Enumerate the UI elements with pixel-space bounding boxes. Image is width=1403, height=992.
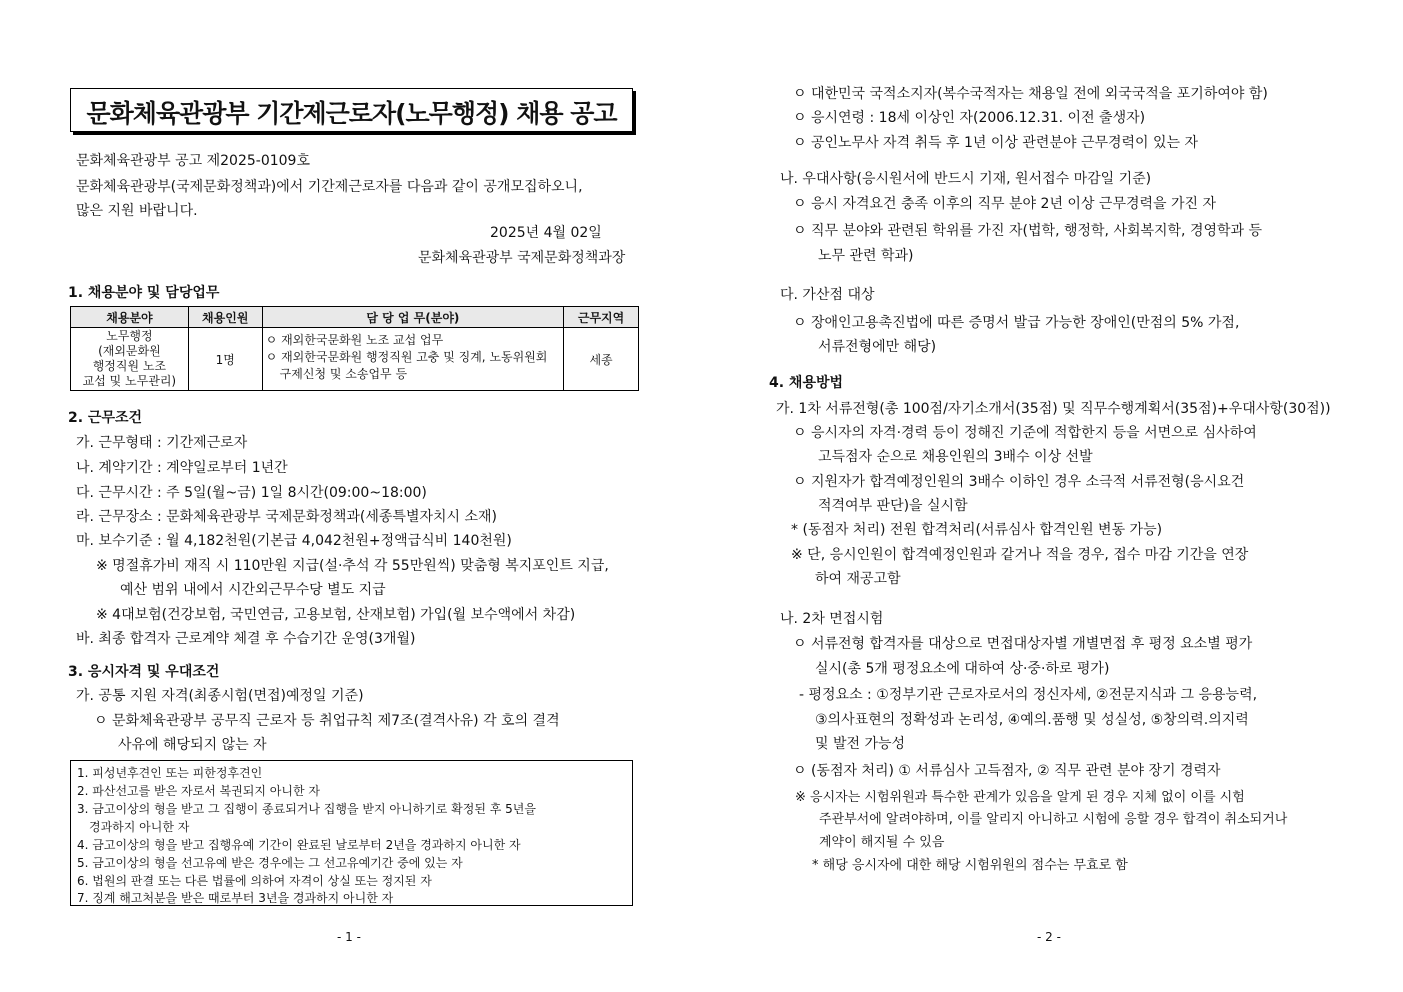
screening-1: ㅇ 응시자의 자격·경력 등이 정해진 기준에 적합한지 등을 서면으로 심사하여 [793, 425, 1257, 441]
evaluation-criteria: - 평정요소 : ①정부기관 근로자로서의 정신자세, ②전문지식과 그 응용능력, [799, 687, 1258, 703]
relation-note-c: 계약이 해지될 수 있음 [819, 835, 945, 850]
table-header: 담 당 업 무(분야) [262, 307, 563, 328]
table-row [71, 328, 639, 391]
preference-1: ㅇ 응시 자격요건 충족 이후의 직무 분야 2년 이상 근무경력을 가진 자 [793, 196, 1217, 212]
page-number-1: - 1 - [337, 930, 361, 944]
bonus-heading: 다. 가산점 대상 [780, 287, 875, 303]
screening-1b: 고득점자 순으로 채용인원의 3배수 이상 선발 [818, 449, 1093, 465]
box-line: 4. 금고이상의 형을 받고 집행유예 기간이 완료된 날로부터 2년을 경과하지 아니한 자 [77, 838, 521, 852]
screening-2b: 적격여부 판단)을 실시함 [818, 498, 968, 514]
probation: 바. 최종 합격자 근로계약 체결 후 수습기간 운영(3개월) [76, 631, 416, 647]
box-line: 1. 피성년후견인 또는 피한정후견인 [77, 766, 263, 780]
notice-title-box [70, 88, 633, 132]
duty-line: ㅇ 재외한국문화원 노조 교섭 업무 [265, 333, 444, 347]
box-line: 경과하지 아니한 자 [89, 820, 190, 834]
intro-line-2: 많은 지원 바랍니다. [76, 203, 198, 219]
field-line: 행정직원 노조 [92, 359, 167, 373]
salary-note-1: ※ 명절휴가비 재직 시 110만원 지급(설·추석 각 55만원씩) 맞춤형 복지포인트 지급, [96, 558, 609, 574]
bonus-1: ㅇ 장애인고용촉진법에 따른 증명서 발급 가능한 장애인(만점의 5% 가점, [793, 315, 1240, 331]
work-type: 가. 근무형태 : 기간제근로자 [76, 435, 248, 451]
preference-2: ㅇ 직무 분야와 관련된 학위를 가진 자(법학, 행정학, 사회복지학, 경영학과 등 [793, 223, 1263, 239]
interview-heading: 나. 2차 면접시험 [780, 611, 884, 627]
disqualification-rule-2: 사유에 해당되지 않는 자 [118, 737, 267, 753]
notice-number: 문화체육관광부 공고 제2025-0109호 [76, 153, 310, 169]
relation-note-b: 주관부서에 알려야하며, 이를 알리지 아니하고 시험에 응할 경우 합격이 취소되거나 [819, 812, 1288, 827]
screening-2: ㅇ 지원자가 합격예정인원의 3배수 이하인 경우 소극적 서류전형(응시요건 [793, 474, 1245, 490]
table-header: 근무지역 [564, 307, 639, 328]
evaluation-criteria-b: ③의사표현의 정확성과 논리성, ④예의.품행 및 성실성, ⑤창의력.의지력 [815, 712, 1249, 728]
section-1-heading: 1. 채용분야 및 담당업무 [68, 285, 220, 301]
section-3-heading: 3. 응시자격 및 우대조건 [68, 664, 220, 680]
recruit-table [70, 306, 639, 391]
evaluation-criteria-c: 및 발전 가능성 [815, 736, 906, 752]
count-cell: 1명 [188, 328, 262, 391]
work-hours: 다. 근무시간 : 주 5일(월~금) 1일 8시간(09:00~18:00) [76, 485, 427, 501]
table-header: 채용분야 [71, 307, 189, 328]
table-header: 채용인원 [188, 307, 262, 328]
location-cell: 세종 [564, 328, 639, 391]
qual-age: ㅇ 응시연령 : 18세 이상인 자(2006.12.31. 이전 출생자) [793, 110, 1146, 126]
interview-1b: 실시(총 5개 평정요소에 대하여 상·중·하로 평가) [815, 661, 1110, 677]
field-line: 교섭 및 노무관리) [82, 374, 177, 388]
table-header-row [71, 307, 639, 328]
intro-line-1: 문화체육관광부(국제문화정책과)에서 기간제근로자를 다음과 같이 공개모집하오니, [76, 179, 583, 195]
box-line: 2. 파산선고를 받은 자로서 복권되지 아니한 자 [77, 784, 320, 798]
interview-1: ㅇ 서류전형 합격자를 대상으로 면접대상자별 개별면접 후 평정 요소별 평가 [793, 636, 1253, 652]
disqualification-rule-1: ㅇ 문화체육관광부 공무직 근로자 등 취업규칙 제7조(결격사유) 각 호의 결격 [94, 713, 560, 729]
notice-title: 문화체육관광부 기간제근로자(노무행정) 채용 공고 [86, 99, 617, 128]
box-line: 7. 징계 해고처분을 받은 때로부터 3년을 경과하지 아니한 자 [77, 891, 394, 905]
section-2-heading: 2. 근무조건 [68, 410, 143, 426]
box-line: 3. 금고이상의 형을 받고 그 집행이 종료되거나 집행을 받지 아니하기로 확정된 후 5년을 [77, 802, 536, 816]
notice-date: 2025년 4월 02일 [490, 225, 602, 241]
field-cell [71, 328, 189, 391]
disqualification-box [70, 760, 633, 906]
document-screening: 가. 1차 서류전형(총 100점/자기소개서(35점) 및 직무수행계획서(35점)+우대사항(30점)) [776, 401, 1331, 417]
screening-tie: * (동점자 처리) 전원 합격처리(서류심사 합격인원 변동 가능) [791, 522, 1163, 538]
issuer: 문화체육관광부 국제문화정책과장 [418, 250, 626, 266]
page-number-2: - 2 - [1037, 930, 1061, 944]
qual-nationality: ㅇ 대한민국 국적소지자(복수국적자는 채용일 전에 외국국적을 포기하여야 함) [793, 86, 1268, 102]
bonus-1b: 서류전형에만 해당) [818, 339, 937, 355]
box-line: 6. 법원의 판결 또는 다른 법률에 의하여 자격이 상실 또는 정지된 자 [77, 874, 432, 888]
screening-note: ※ 단, 응시인원이 합격예정인원과 같거나 적을 경우, 접수 마감 기간을 연장 [791, 547, 1249, 563]
work-place: 라. 근무장소 : 문화체육관광부 국제문화정책과(세종특별자치시 소재) [76, 509, 498, 525]
section-4-heading: 4. 채용방법 [769, 375, 844, 391]
insurance-note: ※ 4대보험(건강보험, 국민연금, 고용보험, 산재보험) 가입(월 보수액에서 차감) [96, 607, 576, 623]
score-void-note: * 해당 응시자에 대한 해당 시험위원의 점수는 무효로 함 [812, 858, 1128, 873]
duty-line: 구제신청 및 소송업무 등 [279, 367, 408, 381]
preference-2b: 노무 관련 학과) [818, 248, 914, 264]
salary: 마. 보수기준 : 월 4,182천원(기본급 4,042천원+정액급식비 140천원) [76, 533, 512, 549]
contract-period: 나. 계약기간 : 계약일로부터 1년간 [76, 460, 288, 476]
common-qualification: 가. 공통 지원 자격(최종시험(면접)예정일 기준) [76, 688, 364, 704]
preference-heading: 나. 우대사항(응시원서에 반드시 기재, 원서접수 마감일 기준) [780, 171, 1152, 187]
field-line: (재외문화원 [98, 344, 161, 358]
salary-note-1b: 예산 범위 내에서 시간외근무수당 별도 지급 [120, 582, 386, 598]
relation-note: ※ 응시자는 시험위원과 특수한 관계가 있음을 알게 된 경우 지체 없이 이를 시험 [795, 790, 1245, 805]
qual-license: ㅇ 공인노무사 자격 취득 후 1년 이상 관련분야 근무경력이 있는 자 [793, 135, 1199, 151]
duty-cell [262, 328, 563, 391]
duty-line: ㅇ 재외한국문화원 행정직원 고충 및 징계, 노동위원회 [265, 350, 548, 364]
interview-tie: ㅇ (동점자 처리) ① 서류심사 고득점자, ② 직무 관련 분야 장기 경력자 [793, 763, 1221, 779]
box-line: 5. 금고이상의 형을 선고유예 받은 경우에는 그 선고유예기간 중에 있는 자 [77, 856, 463, 870]
screening-note-b: 하여 재공고함 [815, 571, 901, 587]
field-line: 노무행정 [106, 329, 153, 343]
